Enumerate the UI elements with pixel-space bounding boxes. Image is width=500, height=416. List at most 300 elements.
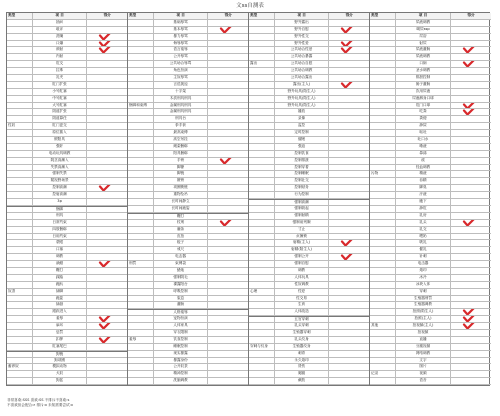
score-cell[interactable] (87, 296, 127, 302)
item-name: 藤条 (154, 227, 209, 233)
score-cell[interactable] (451, 323, 491, 329)
score-cell[interactable] (87, 199, 127, 205)
score-cell[interactable] (87, 275, 127, 281)
score-cell[interactable] (208, 337, 248, 343)
score-cell[interactable] (87, 27, 127, 33)
item-name: 镣铐 (154, 178, 209, 184)
score-cell[interactable] (208, 275, 248, 281)
score-cell[interactable] (329, 220, 369, 226)
category-cell (7, 137, 33, 143)
score-cell[interactable] (208, 116, 248, 122)
score-cell[interactable] (451, 47, 491, 53)
table-row (128, 337, 248, 344)
table-row (128, 330, 248, 337)
score-cell[interactable] (451, 61, 491, 67)
score-cell[interactable] (208, 123, 248, 129)
table-row (128, 309, 248, 316)
score-cell[interactable] (451, 289, 491, 295)
item-name: 野外玩具(陌生人) (275, 103, 330, 109)
item-name: 原位插入 (33, 130, 88, 136)
score-cell[interactable] (329, 234, 369, 240)
score-cell[interactable] (208, 109, 248, 115)
score-cell[interactable] (87, 185, 127, 191)
score-cell[interactable] (208, 247, 248, 253)
item-name: 分割视频 (396, 344, 451, 350)
score-cell[interactable] (87, 282, 127, 288)
score-cell[interactable] (329, 144, 369, 150)
score-cell[interactable] (208, 165, 248, 171)
score-cell[interactable] (451, 192, 491, 198)
table-row (370, 213, 491, 220)
score-cell[interactable] (208, 151, 248, 157)
score-cell[interactable] (329, 89, 369, 95)
category-cell (249, 34, 275, 40)
score-cell[interactable] (451, 109, 491, 115)
score-cell[interactable] (451, 282, 491, 288)
score-cell[interactable] (329, 20, 369, 26)
category-cell (128, 89, 154, 95)
category-cell (370, 364, 396, 370)
category-cell: 羞辱 (128, 337, 154, 343)
score-cell[interactable] (87, 103, 127, 109)
item-name: 寸止 (275, 227, 330, 233)
score-cell[interactable] (208, 61, 248, 67)
score-cell[interactable] (451, 220, 491, 226)
score-cell[interactable] (329, 261, 369, 267)
score-cell[interactable] (451, 116, 491, 122)
item-name: 皮拍 (154, 234, 209, 240)
table-row (7, 199, 127, 206)
score-cell[interactable] (329, 213, 369, 219)
score-cell[interactable] (329, 330, 369, 336)
score-cell[interactable] (451, 20, 491, 26)
item-name: 阴道鼻任 (33, 116, 88, 122)
score-cell[interactable] (329, 96, 369, 102)
score-cell[interactable] (208, 54, 248, 60)
category-cell (7, 109, 33, 115)
score-cell[interactable] (208, 261, 248, 267)
table-row (128, 130, 248, 137)
score-cell[interactable] (451, 54, 491, 60)
score-cell[interactable] (208, 185, 248, 191)
score-cell[interactable] (208, 220, 248, 226)
score-cell[interactable] (208, 227, 248, 233)
score-cell[interactable] (451, 178, 491, 184)
score-cell[interactable] (87, 130, 127, 136)
score-cell[interactable] (329, 54, 369, 60)
score-cell[interactable] (87, 207, 127, 212)
table-row (249, 34, 369, 41)
score-cell[interactable] (329, 165, 369, 171)
score-cell[interactable] (451, 185, 491, 191)
score-cell[interactable] (451, 234, 491, 240)
score-cell[interactable] (208, 199, 248, 205)
checkmark-icon (99, 41, 112, 47)
score-cell[interactable] (329, 61, 369, 67)
score-cell[interactable] (451, 275, 491, 281)
score-cell[interactable] (208, 364, 248, 370)
score-cell[interactable] (208, 282, 248, 288)
score-cell[interactable] (208, 371, 248, 377)
score-cell[interactable] (451, 371, 491, 377)
category-cell (370, 185, 396, 191)
score-cell[interactable] (451, 123, 491, 129)
score-cell[interactable] (208, 351, 248, 357)
item-name: 刑具台 (154, 116, 209, 122)
score-cell[interactable] (87, 123, 127, 129)
score-cell[interactable] (87, 323, 127, 329)
score-cell[interactable] (87, 116, 127, 122)
category-cell (249, 96, 275, 102)
score-cell[interactable] (208, 214, 248, 219)
score-cell[interactable] (87, 96, 127, 102)
score-cell[interactable] (208, 192, 248, 198)
table-row (128, 116, 248, 123)
score-cell[interactable] (329, 185, 369, 191)
score-cell[interactable] (208, 323, 248, 329)
score-cell[interactable] (329, 103, 369, 109)
score-cell[interactable] (208, 137, 248, 143)
score-cell[interactable] (87, 261, 127, 267)
item-name: 语音 (396, 378, 451, 384)
item-name: 杖刑 (154, 220, 209, 226)
score-cell[interactable] (329, 358, 369, 364)
table-row (128, 302, 248, 309)
score-cell[interactable] (208, 302, 248, 308)
score-cell[interactable] (451, 337, 491, 343)
item-name: 控制穿着 (275, 165, 330, 171)
table-row (249, 89, 369, 96)
category-cell (7, 323, 33, 329)
score-cell[interactable] (451, 316, 491, 322)
table-row (249, 289, 369, 296)
score-cell[interactable] (451, 296, 491, 302)
score-cell[interactable] (329, 130, 369, 136)
score-cell[interactable] (451, 268, 491, 274)
score-cell[interactable] (451, 103, 491, 109)
score-cell[interactable] (87, 302, 127, 308)
score-cell[interactable] (87, 378, 127, 384)
score-cell[interactable] (208, 20, 248, 26)
score-cell[interactable] (329, 378, 369, 384)
score-cell[interactable] (329, 371, 369, 377)
score-cell[interactable] (87, 47, 127, 53)
score-cell[interactable] (208, 296, 248, 302)
item-name: 吃粪 (396, 109, 451, 115)
score-cell[interactable] (329, 200, 369, 205)
score-cell[interactable] (329, 268, 369, 274)
score-cell[interactable] (87, 34, 127, 40)
category-cell (249, 192, 275, 198)
score-cell[interactable] (87, 68, 127, 74)
score-cell[interactable] (451, 378, 491, 384)
item-name: 冰块入体 (396, 282, 451, 288)
score-cell[interactable] (451, 82, 491, 88)
score-cell[interactable] (208, 130, 248, 136)
category-cell: 其他 (370, 323, 396, 329)
item-name: 拍视频 (396, 330, 451, 336)
item-name: 失禁高潮入 (33, 165, 88, 171)
category-cell (249, 54, 275, 60)
score-cell[interactable] (451, 89, 491, 95)
table-row (249, 47, 369, 54)
item-name: 窥视野场景 (33, 178, 88, 184)
score-cell[interactable] (329, 296, 369, 302)
score-cell[interactable] (208, 316, 248, 322)
score-cell[interactable] (451, 96, 491, 102)
score-cell[interactable] (451, 27, 491, 33)
score-cell[interactable] (87, 192, 127, 198)
score-cell[interactable] (329, 227, 369, 233)
score-cell[interactable] (329, 254, 369, 260)
page-title: 文ss自测表 (236, 3, 264, 9)
score-cell[interactable] (451, 309, 491, 315)
score-cell[interactable] (87, 75, 127, 81)
score-cell[interactable] (208, 27, 248, 33)
score-cell[interactable] (87, 364, 127, 370)
score-cell[interactable] (208, 171, 248, 177)
score-cell[interactable] (451, 330, 491, 336)
score-cell[interactable] (451, 240, 491, 246)
table-row (249, 337, 369, 344)
item-name: 吐口水 (396, 137, 451, 143)
score-cell[interactable] (87, 344, 127, 350)
item-name: 尿液调教 (396, 20, 451, 26)
category-cell (249, 234, 275, 240)
score-cell[interactable] (329, 75, 369, 81)
score-cell[interactable] (451, 302, 491, 308)
category-cell (7, 89, 33, 95)
score-cell[interactable] (329, 116, 369, 122)
score-cell[interactable] (451, 75, 491, 81)
score-cell[interactable] (208, 75, 248, 81)
item-name: 强制公开 (275, 254, 330, 260)
score-cell[interactable] (87, 41, 127, 47)
score-cell[interactable] (208, 144, 248, 150)
score-cell[interactable] (329, 317, 369, 322)
category-cell (7, 261, 33, 267)
score-cell[interactable] (208, 103, 248, 109)
score-cell[interactable] (87, 171, 127, 177)
item-name: 语言羞辱 (154, 47, 209, 53)
score-cell[interactable] (87, 247, 127, 253)
score-cell[interactable] (87, 330, 127, 336)
score-cell[interactable] (451, 351, 491, 357)
category-cell (370, 75, 396, 81)
score-cell[interactable] (208, 358, 248, 364)
score-cell[interactable] (451, 344, 491, 350)
score-cell[interactable] (329, 206, 369, 212)
item-name: 吞精 (396, 178, 451, 184)
table-row (249, 54, 369, 61)
score-cell[interactable] (329, 34, 369, 40)
score-cell[interactable] (329, 178, 369, 184)
score-cell[interactable] (451, 151, 491, 157)
score-cell[interactable] (87, 371, 127, 377)
score-cell[interactable] (451, 199, 491, 205)
score-cell[interactable] (329, 275, 369, 281)
score-cell[interactable] (208, 47, 248, 53)
score-cell[interactable] (329, 309, 369, 315)
item-name: 舔脚 (33, 289, 88, 295)
score-cell[interactable] (87, 89, 127, 95)
score-cell[interactable] (87, 309, 127, 315)
score-cell[interactable] (208, 178, 248, 184)
item-name: 滴蜡 (33, 261, 88, 267)
score-cell[interactable] (208, 344, 248, 350)
score-cell[interactable] (329, 158, 369, 164)
category-cell (249, 213, 275, 219)
score-cell[interactable] (208, 310, 248, 315)
score-cell[interactable] (329, 123, 369, 129)
category-cell (7, 103, 33, 109)
score-cell[interactable] (329, 302, 369, 308)
score-cell[interactable] (451, 364, 491, 370)
score-cell[interactable] (451, 254, 491, 260)
score-cell[interactable] (329, 171, 369, 177)
score-cell[interactable] (87, 316, 127, 322)
score-cell[interactable] (451, 358, 491, 364)
score-cell[interactable] (451, 206, 491, 212)
score-cell[interactable] (451, 213, 491, 219)
score-cell[interactable] (451, 171, 491, 177)
score-cell[interactable] (87, 20, 127, 26)
score-cell[interactable] (208, 89, 248, 95)
score-cell[interactable] (87, 151, 127, 157)
legend-line-2: 不喜欢但会配合:ε 排斥:x 未知需要尝试:x (7, 403, 74, 407)
table-row (128, 61, 248, 68)
category-cell (370, 296, 396, 302)
score-cell[interactable] (87, 352, 127, 357)
score-cell[interactable] (451, 34, 491, 40)
score-cell[interactable] (208, 234, 248, 240)
category-cell (249, 309, 275, 315)
score-cell[interactable] (87, 137, 127, 143)
score-cell[interactable] (329, 47, 369, 53)
score-cell[interactable] (87, 61, 127, 67)
category-cell (7, 268, 33, 274)
score-cell[interactable] (208, 240, 248, 246)
score-cell[interactable] (329, 151, 369, 157)
score-cell[interactable] (87, 227, 127, 233)
score-cell[interactable] (329, 68, 369, 74)
score-cell[interactable] (208, 41, 248, 47)
score-cell[interactable] (208, 158, 248, 164)
score-cell[interactable] (208, 268, 248, 274)
score-cell[interactable] (208, 68, 248, 74)
score-cell[interactable] (329, 337, 369, 343)
score-cell[interactable] (329, 240, 369, 246)
table-row (7, 47, 127, 54)
score-cell[interactable] (451, 41, 491, 47)
score-cell[interactable] (208, 289, 248, 295)
score-cell[interactable] (87, 240, 127, 246)
score-cell[interactable] (329, 192, 369, 198)
score-cell[interactable] (87, 109, 127, 115)
category-cell (249, 47, 275, 53)
score-cell[interactable] (451, 261, 491, 267)
score-cell[interactable] (329, 351, 369, 357)
score-cell[interactable] (87, 82, 127, 88)
score-cell[interactable] (87, 220, 127, 226)
score-cell[interactable] (329, 109, 369, 115)
score-cell[interactable] (208, 254, 248, 260)
score-cell[interactable] (329, 364, 369, 370)
score-cell[interactable] (87, 289, 127, 295)
score-cell[interactable] (451, 158, 491, 164)
score-cell[interactable] (451, 227, 491, 233)
score-cell[interactable] (329, 247, 369, 253)
table-row (370, 178, 491, 185)
score-cell[interactable] (208, 82, 248, 88)
score-cell[interactable] (87, 358, 127, 364)
table-row (128, 234, 248, 241)
category-cell: 穿刺与纹身 (249, 344, 275, 350)
score-cell[interactable] (329, 82, 369, 88)
score-cell[interactable] (329, 41, 369, 47)
score-cell[interactable] (329, 27, 369, 33)
category-cell (249, 240, 275, 246)
score-cell[interactable] (87, 54, 127, 60)
score-cell[interactable] (208, 378, 248, 384)
score-cell[interactable] (208, 330, 248, 336)
score-cell[interactable] (87, 234, 127, 240)
score-cell[interactable] (451, 130, 491, 136)
category-cell (128, 358, 154, 364)
category-cell (128, 109, 154, 115)
item-name: 长时间跪姿 (154, 206, 209, 212)
score-cell[interactable] (329, 323, 369, 329)
table-row (128, 34, 248, 41)
score-cell[interactable] (329, 289, 369, 295)
score-cell[interactable] (87, 178, 127, 184)
score-cell[interactable] (87, 165, 127, 171)
score-cell[interactable] (329, 344, 369, 350)
category-cell (128, 54, 154, 60)
score-cell[interactable] (451, 144, 491, 150)
header-item: 项 目 (154, 13, 209, 19)
table-row (128, 371, 248, 378)
score-cell[interactable] (87, 158, 127, 164)
header-type: 类型 (128, 13, 154, 19)
score-cell[interactable] (87, 254, 127, 260)
score-cell[interactable] (451, 137, 491, 143)
score-cell[interactable] (87, 268, 127, 274)
score-cell[interactable] (451, 165, 491, 171)
score-cell[interactable] (87, 144, 127, 150)
score-cell[interactable] (451, 68, 491, 74)
score-cell[interactable] (329, 137, 369, 143)
score-cell[interactable] (87, 213, 127, 219)
score-cell[interactable] (208, 34, 248, 40)
score-cell[interactable] (451, 247, 491, 253)
table-row (7, 309, 127, 316)
table-row (128, 178, 248, 185)
score-cell[interactable] (87, 337, 127, 343)
score-cell[interactable] (208, 96, 248, 102)
item-name: 强制勃起 (275, 206, 330, 212)
score-cell[interactable] (208, 206, 248, 212)
item-name: 公共场合自慰 (275, 61, 330, 67)
item-name: 性交易 (275, 296, 330, 302)
item-name: 基础辱骂 (154, 20, 209, 26)
item-name: 网络调教 (396, 351, 451, 357)
header-score: 得分 (467, 13, 475, 17)
category-cell (7, 75, 33, 81)
table-row (370, 234, 491, 241)
score-cell[interactable] (329, 282, 369, 288)
checkmark-icon (463, 47, 476, 53)
